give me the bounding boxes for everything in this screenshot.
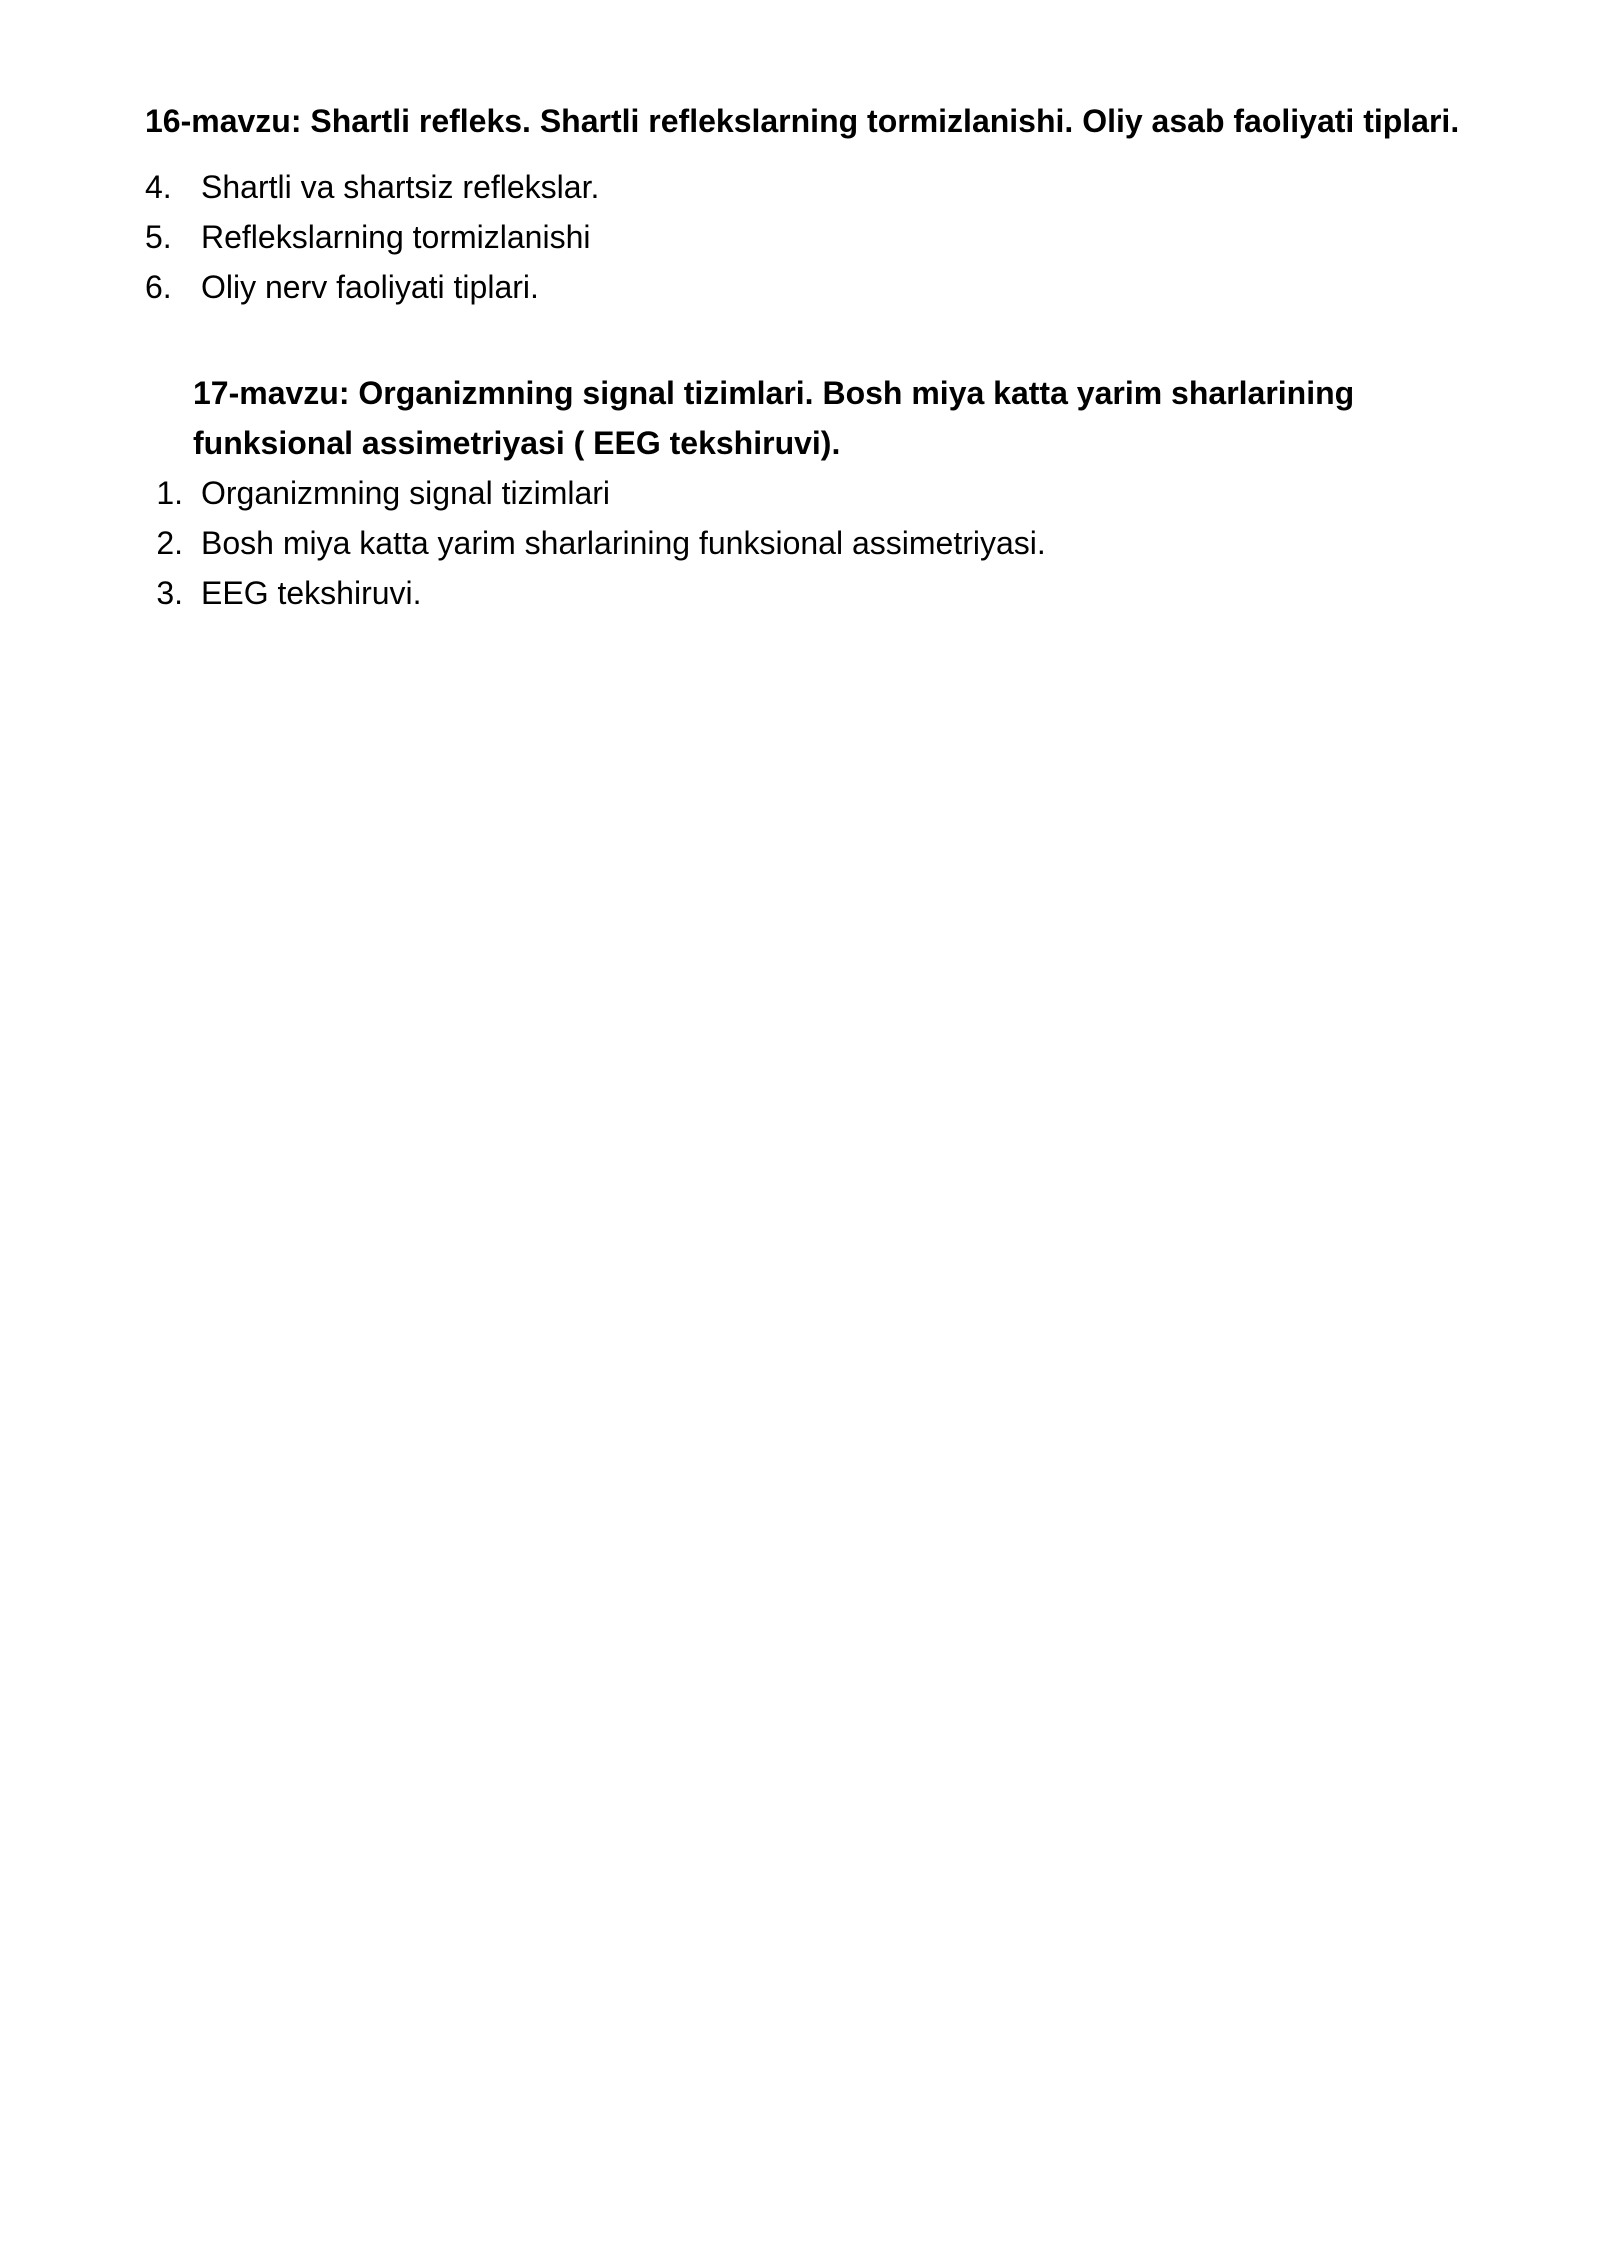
list-item <box>145 518 1525 568</box>
list-item-number: 1. <box>156 475 183 511</box>
topic-17-heading-line2: funksional assimetriyasi ( EEG tekshiruvi). <box>193 425 841 461</box>
topic-17-heading-line1: 17-mavzu: Organizmning signal tizimlari. Bosh miya katta yarim sharlarining <box>193 375 1355 411</box>
list-item-number: 4. <box>145 169 172 205</box>
list-item-number: 5. <box>145 219 172 255</box>
list-item-text: EEG tekshiruvi. <box>201 575 422 611</box>
topic-17-heading <box>145 368 1473 468</box>
list-item <box>145 568 1525 618</box>
topic-16-heading: 16-mavzu: Shartli refleks. Shartli reflekslarning tormizlanishi. Oliy asab faoliyati tiplari. <box>145 103 1460 139</box>
list-item-number: 3. <box>156 575 183 611</box>
topic-16-section <box>145 96 1525 312</box>
list-item-text: Shartli va shartsiz reflekslar. <box>201 169 600 205</box>
list-item-text: Bosh miya katta yarim sharlarining funksional assimetriyasi. <box>201 525 1046 561</box>
list-item-number: 2. <box>156 525 183 561</box>
topic-17-list <box>145 468 1525 618</box>
list-item <box>145 468 1525 518</box>
list-item-text: Organizmning signal tizimlari <box>201 475 611 511</box>
list-item <box>145 162 1525 212</box>
list-item <box>145 212 1525 262</box>
topic-17-section <box>145 368 1525 618</box>
topic-16-list <box>145 162 1525 312</box>
list-item-text: Reflekslarning tormizlanishi <box>201 219 591 255</box>
list-item-text: Oliy nerv faoliyati tiplari. <box>201 269 539 305</box>
list-item-number: 6. <box>145 269 172 305</box>
list-item <box>145 262 1525 312</box>
